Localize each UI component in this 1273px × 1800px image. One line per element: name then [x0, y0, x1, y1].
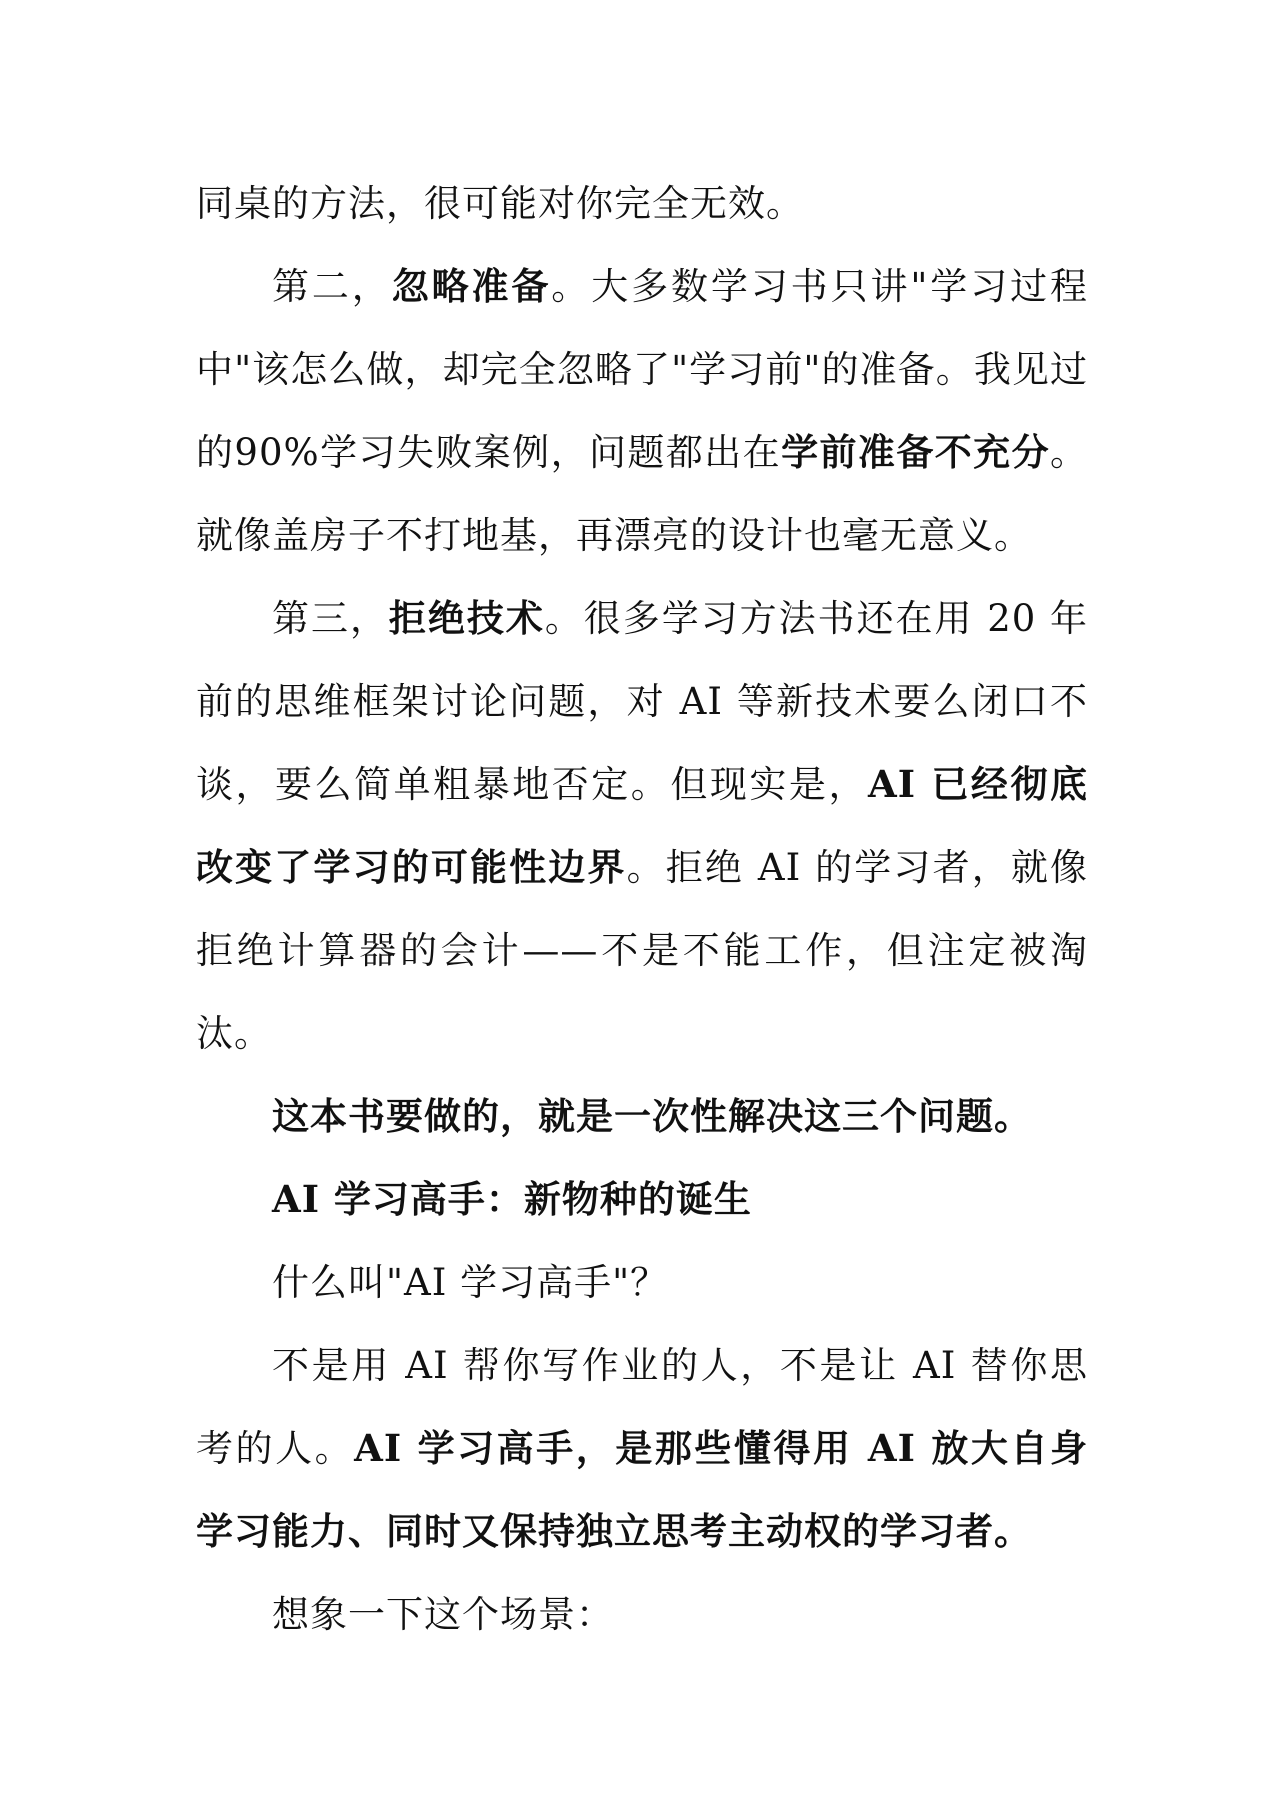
- paragraph-summary: [196, 1075, 1088, 1158]
- heading-text: AI 学习高手：新物种的诞生: [272, 1177, 752, 1221]
- paragraph-text: 。很多学习方法书还在用 20 年前的思维框架讨论问题，对 AI 等新技术要么闭口不谈，要么简单粗暴地否定。但现实是，: [196, 597, 1089, 806]
- paragraph-text: 想象一下这个场景：: [272, 1593, 614, 1636]
- bold-phrase: 学前准备不充分: [781, 430, 1050, 474]
- paragraph-text: 这本书要做的，就是一次性解决这三个问题。: [272, 1094, 1032, 1138]
- paragraph-lead: 第三，: [272, 597, 389, 640]
- bold-phrase: AI 已经彻底改变了学习的可能性边界: [196, 762, 1088, 889]
- paragraph-text: 不是用 AI 帮你写作业的人，不是让 AI 替你思考的人。: [196, 1344, 1088, 1470]
- bold-phrase: 忽略准备: [391, 264, 552, 308]
- paragraph-question: [196, 1241, 1088, 1324]
- paragraph-definition: [196, 1324, 1088, 1573]
- paragraph-scenario: [196, 1573, 1088, 1656]
- paragraph-continuation: [196, 162, 1088, 245]
- bold-phrase: AI 学习高手，是那些懂得用 AI 放大自身学习能力、同时又保持独立思考主动权的学习者。: [196, 1426, 1088, 1553]
- document-body: [196, 162, 1088, 1656]
- paragraph-text: 。大多数学习书只讲"学习过程中"该怎么做，却完全忽略了"学习前"的准备。我见过的90%学习失败案例，问题都出在: [196, 265, 1088, 474]
- section-heading: [196, 1158, 1088, 1241]
- paragraph-text: 。就像盖房子不打地基，再漂亮的设计也毫无意义。: [196, 431, 1088, 557]
- paragraph-second-point: [196, 245, 1088, 577]
- paragraph-text: 什么叫"AI 学习高手"？: [272, 1261, 669, 1304]
- paragraph-text: 。拒绝 AI 的学习者，就像拒绝计算器的会计——不是不能工作，但注定被淘汰。: [196, 846, 1089, 1055]
- bold-phrase: 拒绝技术: [388, 596, 545, 640]
- paragraph-lead: 第二，: [272, 265, 392, 308]
- paragraph-third-point: [196, 577, 1088, 1075]
- paragraph-text: 同桌的方法，很可能对你完全无效。: [196, 182, 804, 225]
